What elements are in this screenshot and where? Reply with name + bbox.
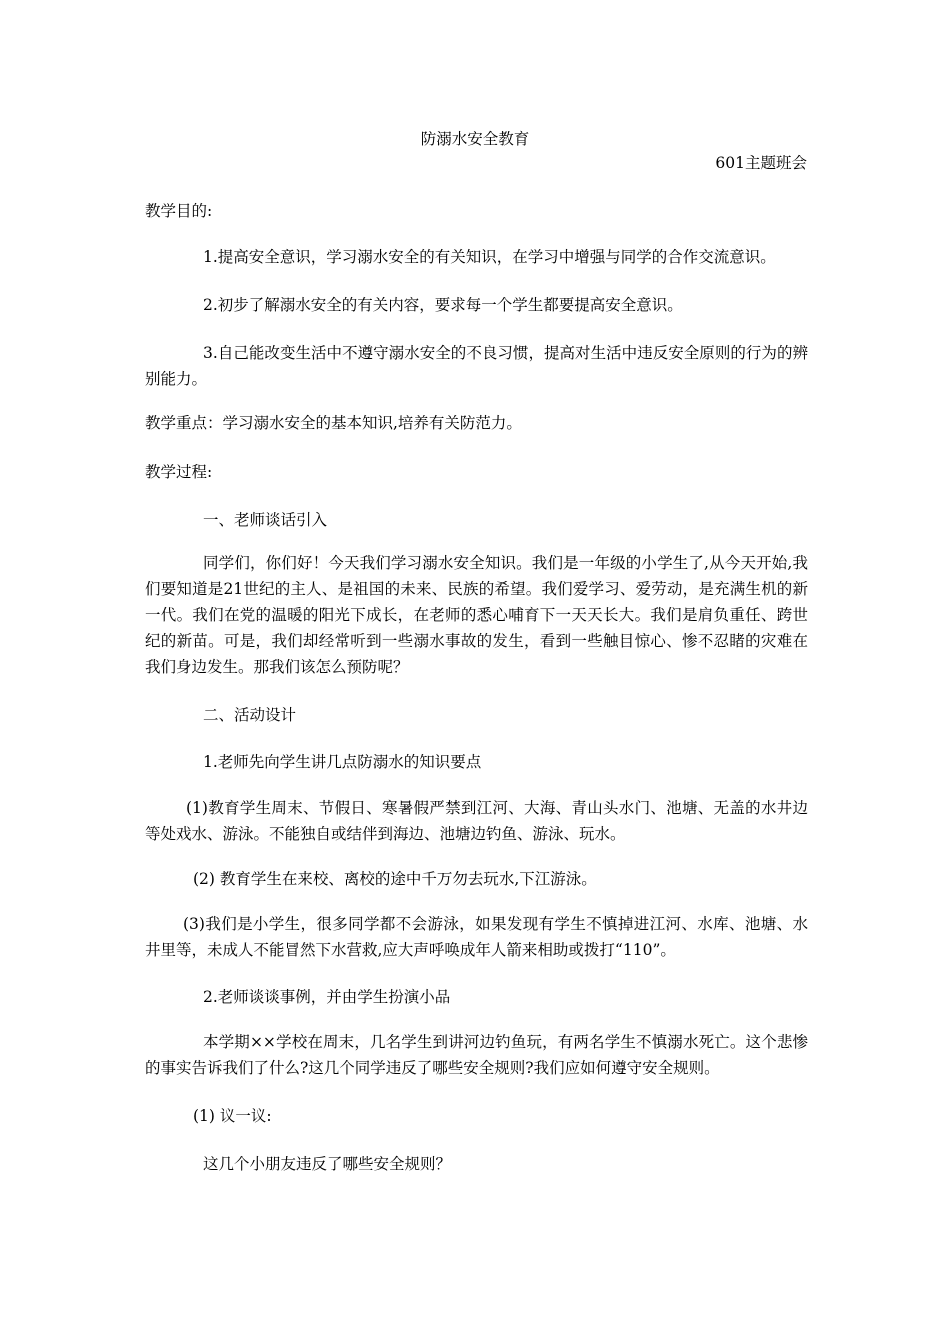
document-subtitle: 601主题班会 bbox=[715, 154, 807, 172]
activity-1: 1.老师先向学生讲几点防溺水的知识要点 bbox=[203, 753, 482, 771]
activity-2: 2.老师谈谈事例，并由学生扮演小品 bbox=[203, 988, 451, 1006]
section-1-heading: 一、老师谈话引入 bbox=[203, 511, 328, 529]
document-title: 防溺水安全教育 bbox=[420, 130, 530, 148]
section-2-heading: 二、活动设计 bbox=[203, 706, 297, 724]
goal-3: 3.自己能改变生活中不遵守溺水安全的不良习惯，提高对生活中违反安全原则的行为的辨别能力。 bbox=[145, 344, 808, 388]
point-3: (3)我们是小学生，很多同学都不会游泳，如果发现有学生不慎掉进江河、水库、池塘、水井里等，未成人不能冒然下水营救,应大声呼唤成年人箭来相助或拨打“110”。 bbox=[145, 915, 808, 959]
discuss-heading: (1) 议一议: bbox=[193, 1107, 272, 1125]
intro-paragraph: 同学们，你们好！今天我们学习溺水安全知识。我们是一年级的小学生了,从今天开始,我们要知道是21世纪的主人、是祖国的未来、民族的希望。我们爱学习、爱劳动，是充满生机的新一代。我们在党的温暖的阳光下成长，在老师的悉心哺育下一天天长大。我们是肩负重任、跨世纪的新苗。可是，我们却经常听到一些溺水事故的发生，看到一些触目惊心、惨不忍睹的灾难在我们身边发生。那我们该怎么预防呢？ bbox=[145, 554, 808, 676]
goals-heading: 教学目的: bbox=[145, 202, 213, 220]
goal-1: 1.提高安全意识，学习溺水安全的有关知识，在学习中增强与同学的合作交流意识。 bbox=[203, 248, 776, 266]
process-heading: 教学过程: bbox=[145, 463, 213, 481]
point-1: (1)教育学生周末、节假日、寒暑假严禁到江河、大海、青山头水门、池塘、无盖的水井边等处戏水、游泳。不能独自或结伴到海边、池塘边钓鱼、游泳、玩水。 bbox=[145, 799, 808, 843]
discuss-question: 这几个小朋友违反了哪些安全规则？ bbox=[203, 1155, 452, 1173]
case-paragraph: 本学期××学校在周末，几名学生到讲河边钓鱼玩，有两名学生不慎溺水死亡。这个悲惨的事实告诉我们了什么?这几个同学违反了哪些安全规则?我们应如何遵守安全规则。 bbox=[145, 1033, 808, 1077]
goal-2: 2.初步了解溺水安全的有关内容，要求每一个学生都要提高安全意识。 bbox=[203, 296, 683, 314]
point-2: (2) 教育学生在来校、离校的途中千万勿去玩水,下江游泳。 bbox=[193, 870, 597, 888]
key-point: 教学重点：学习溺水安全的基本知识,培养有关防范力。 bbox=[145, 414, 522, 432]
